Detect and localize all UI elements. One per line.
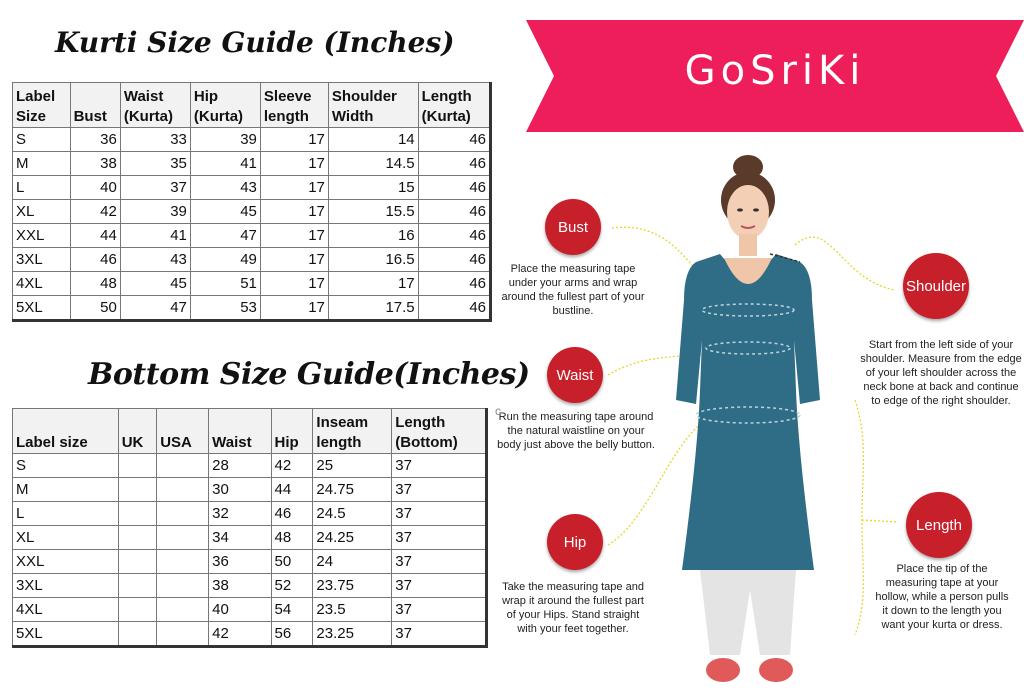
table-cell: 37 bbox=[392, 550, 487, 574]
table-cell: L bbox=[13, 502, 119, 526]
table-cell bbox=[157, 454, 209, 478]
waist-badge: Waist bbox=[547, 347, 603, 403]
kurti-header-text: (Kurta) bbox=[123, 108, 174, 125]
hip-badge: Hip bbox=[547, 514, 603, 570]
face-icon bbox=[727, 185, 769, 239]
table-cell bbox=[157, 574, 209, 598]
table-row bbox=[13, 526, 487, 550]
table-cell: 14.5 bbox=[328, 152, 418, 176]
kurti-header-text: Bust bbox=[73, 108, 107, 125]
table-row bbox=[13, 152, 491, 176]
right-shoe-icon bbox=[759, 658, 793, 682]
table-cell bbox=[118, 550, 157, 574]
table-cell: 43 bbox=[190, 176, 260, 200]
table-cell: 54 bbox=[271, 598, 313, 622]
kurti-table-body bbox=[13, 128, 491, 321]
table-row bbox=[13, 454, 487, 478]
table-cell: 17 bbox=[328, 272, 418, 296]
kurti-header-text: Length bbox=[421, 88, 472, 105]
shoulder-badge: Shoulder bbox=[903, 253, 969, 319]
table-cell: 46 bbox=[418, 128, 490, 152]
table-cell: 46 bbox=[418, 176, 490, 200]
table-cell: 42 bbox=[271, 454, 313, 478]
waist-instructions: Run the measuring tape around the natural waistline on your body just above the belly button. bbox=[497, 411, 655, 451]
table-cell: 16 bbox=[328, 224, 418, 248]
table-cell bbox=[157, 478, 209, 502]
table-cell: 46 bbox=[418, 248, 490, 272]
table-cell: 14 bbox=[328, 128, 418, 152]
table-cell: 15.5 bbox=[328, 200, 418, 224]
table-cell: 28 bbox=[209, 454, 271, 478]
table-cell: 40 bbox=[209, 598, 271, 622]
table-cell: 52 bbox=[271, 574, 313, 598]
bottom-header-cell bbox=[118, 409, 157, 454]
kurti-header-text: Label bbox=[16, 88, 56, 105]
table-cell: 46 bbox=[418, 224, 490, 248]
table-cell: 36 bbox=[209, 550, 271, 574]
stray-mark: c bbox=[495, 404, 501, 418]
table-cell: 5XL bbox=[13, 296, 71, 321]
hip-instructions: Take the measuring tape and wrap it around the fullest part of your Hips. Stand straight with your feet together. bbox=[502, 581, 644, 635]
table-row bbox=[13, 248, 491, 272]
bottom-size-table bbox=[12, 408, 488, 648]
table-cell: 41 bbox=[120, 224, 190, 248]
table-cell: 17 bbox=[260, 128, 328, 152]
table-cell: 17 bbox=[260, 152, 328, 176]
table-cell: 3XL bbox=[13, 248, 71, 272]
table-cell: 46 bbox=[70, 248, 120, 272]
kurti-header-cell bbox=[190, 83, 260, 128]
table-cell: 53 bbox=[190, 296, 260, 321]
table-row bbox=[13, 622, 487, 647]
kurti-header-cell bbox=[70, 83, 120, 128]
bottom-header-cell bbox=[392, 409, 487, 454]
table-cell: 46 bbox=[271, 502, 313, 526]
table-cell: 37 bbox=[392, 526, 487, 550]
table-cell: 34 bbox=[209, 526, 271, 550]
kurti-header-text: Shoulder bbox=[331, 88, 397, 105]
table-cell: 30 bbox=[209, 478, 271, 502]
table-cell: 4XL bbox=[13, 598, 119, 622]
table-cell: 42 bbox=[70, 200, 120, 224]
table-cell: 37 bbox=[392, 454, 487, 478]
kurti-header-text: (Kurta) bbox=[421, 108, 471, 125]
table-cell: 23.5 bbox=[313, 598, 392, 622]
bottom-header-text: Label size bbox=[16, 434, 88, 451]
table-cell: 45 bbox=[190, 200, 260, 224]
table-cell bbox=[118, 622, 157, 647]
bottom-header-cell bbox=[313, 409, 392, 454]
shoulder-instructions: Start from the left side of your shoulder. Measure from the edge of your left shoulder across the neck bone at back and continue to edge of the right shoulder. bbox=[860, 339, 1022, 407]
table-cell: 25 bbox=[313, 454, 392, 478]
table-row bbox=[13, 478, 487, 502]
kurti-header-text: Sleeve bbox=[263, 88, 312, 105]
table-cell: S bbox=[13, 454, 119, 478]
bottom-header-text: Hip bbox=[274, 434, 299, 451]
table-cell: 46 bbox=[418, 272, 490, 296]
table-cell: S bbox=[13, 128, 71, 152]
kurti-header-cell bbox=[328, 83, 418, 128]
kurti-size-table bbox=[12, 82, 492, 322]
table-cell bbox=[157, 526, 209, 550]
table-row bbox=[13, 574, 487, 598]
table-cell: 17 bbox=[260, 248, 328, 272]
table-cell: 51 bbox=[190, 272, 260, 296]
table-cell: XXL bbox=[13, 550, 119, 574]
bottom-header-text: Length bbox=[395, 414, 446, 431]
table-cell bbox=[157, 622, 209, 647]
table-cell: 33 bbox=[120, 128, 190, 152]
table-cell: 47 bbox=[190, 224, 260, 248]
table-cell bbox=[157, 598, 209, 622]
table-cell: L bbox=[13, 176, 71, 200]
kurti-header-text: Size bbox=[16, 108, 47, 125]
table-cell bbox=[118, 574, 157, 598]
table-row bbox=[13, 176, 491, 200]
table-cell: 16.5 bbox=[328, 248, 418, 272]
table-cell: 42 bbox=[209, 622, 271, 647]
table-cell: 5XL bbox=[13, 622, 119, 647]
length-instructions: Place the tip of the measuring tape at your hollow, while a person pulls it down to the length you want your kurta or dress. bbox=[875, 563, 1009, 631]
table-cell: 37 bbox=[392, 598, 487, 622]
table-cell: M bbox=[13, 152, 71, 176]
length-badge: Length bbox=[906, 492, 972, 558]
table-cell: 46 bbox=[418, 200, 490, 224]
table-cell: 24.25 bbox=[313, 526, 392, 550]
table-cell: 3XL bbox=[13, 574, 119, 598]
table-cell: 49 bbox=[190, 248, 260, 272]
table-cell: XXL bbox=[13, 224, 71, 248]
table-cell: 4XL bbox=[13, 272, 71, 296]
bottom-header-text: Waist bbox=[212, 434, 252, 451]
bottom-header-text: Inseam bbox=[316, 414, 369, 431]
table-row bbox=[13, 272, 491, 296]
table-cell: 23.75 bbox=[313, 574, 392, 598]
table-cell: 39 bbox=[190, 128, 260, 152]
table-cell: 17 bbox=[260, 176, 328, 200]
table-cell: 50 bbox=[271, 550, 313, 574]
table-row bbox=[13, 598, 487, 622]
neck-icon bbox=[739, 234, 757, 256]
kurti-header-cell bbox=[13, 83, 71, 128]
kurti-header-text: (Kurta) bbox=[193, 108, 244, 125]
table-cell bbox=[118, 478, 157, 502]
bottom-header-text: UK bbox=[121, 434, 144, 451]
table-cell: 17 bbox=[260, 272, 328, 296]
table-cell: 44 bbox=[70, 224, 120, 248]
table-cell bbox=[118, 526, 157, 550]
table-row bbox=[13, 550, 487, 574]
table-cell bbox=[157, 550, 209, 574]
bottom-header-text: USA bbox=[160, 434, 192, 451]
table-row bbox=[13, 200, 491, 224]
table-cell: 17.5 bbox=[328, 296, 418, 321]
table-cell: 24.5 bbox=[313, 502, 392, 526]
table-cell: 37 bbox=[392, 502, 487, 526]
kurti-header-text: Waist bbox=[123, 88, 164, 105]
kurti-header-text: Width bbox=[331, 108, 374, 125]
table-cell: 47 bbox=[120, 296, 190, 321]
kurti-header-text: Hip bbox=[193, 88, 219, 105]
bottom-size-guide-title: Bottom Size Guide(Inches) bbox=[88, 357, 530, 392]
table-row bbox=[13, 224, 491, 248]
table-cell: 38 bbox=[209, 574, 271, 598]
table-cell: 46 bbox=[418, 152, 490, 176]
table-cell: 45 bbox=[120, 272, 190, 296]
table-cell: 17 bbox=[260, 296, 328, 321]
table-cell: 48 bbox=[70, 272, 120, 296]
table-cell: 46 bbox=[418, 296, 490, 321]
table-cell: 48 bbox=[271, 526, 313, 550]
bust-instructions: Place the measuring tape under your arms and wrap around the fullest part of your bustline. bbox=[501, 263, 645, 317]
bust-badge: Bust bbox=[545, 199, 601, 255]
table-row bbox=[13, 128, 491, 152]
table-cell: 24.75 bbox=[313, 478, 392, 502]
table-cell bbox=[118, 598, 157, 622]
table-cell: 24 bbox=[313, 550, 392, 574]
kurti-table-header bbox=[13, 83, 491, 128]
kurti-header-cell bbox=[120, 83, 190, 128]
table-cell: 17 bbox=[260, 200, 328, 224]
table-cell: 35 bbox=[120, 152, 190, 176]
table-row bbox=[13, 502, 487, 526]
bottom-header-text: (Bottom) bbox=[395, 434, 458, 451]
table-row bbox=[13, 296, 491, 321]
bottom-header-cell bbox=[13, 409, 119, 454]
table-cell: 39 bbox=[120, 200, 190, 224]
table-cell: 23.25 bbox=[313, 622, 392, 647]
bottom-header-cell bbox=[271, 409, 313, 454]
table-cell: 37 bbox=[120, 176, 190, 200]
kurti-header-cell bbox=[260, 83, 328, 128]
table-cell: 40 bbox=[70, 176, 120, 200]
eye-icon bbox=[753, 208, 759, 211]
table-cell: 37 bbox=[392, 478, 487, 502]
table-cell bbox=[118, 454, 157, 478]
table-cell: M bbox=[13, 478, 119, 502]
kurti-size-guide-title: Kurti Size Guide (Inches) bbox=[55, 26, 455, 59]
table-cell: XL bbox=[13, 200, 71, 224]
table-cell: 15 bbox=[328, 176, 418, 200]
table-cell bbox=[118, 502, 157, 526]
kurta-icon bbox=[676, 254, 820, 570]
bottom-table-header bbox=[13, 409, 487, 454]
table-cell: 56 bbox=[271, 622, 313, 647]
bottom-header-text: length bbox=[316, 434, 362, 451]
eye-icon bbox=[737, 208, 743, 211]
left-shoe-icon bbox=[706, 658, 740, 682]
table-cell bbox=[157, 502, 209, 526]
table-cell: 32 bbox=[209, 502, 271, 526]
table-cell: 44 bbox=[271, 478, 313, 502]
table-cell: XL bbox=[13, 526, 119, 550]
brand-logo-text: GoSriKi bbox=[684, 48, 866, 94]
kurti-header-text: length bbox=[263, 108, 309, 125]
table-cell: 37 bbox=[392, 622, 487, 647]
trousers-icon bbox=[700, 570, 796, 655]
table-cell: 36 bbox=[70, 128, 120, 152]
table-cell: 50 bbox=[70, 296, 120, 321]
table-cell: 38 bbox=[70, 152, 120, 176]
kurti-header-cell bbox=[418, 83, 490, 128]
bottom-table-body bbox=[13, 454, 487, 647]
table-cell: 41 bbox=[190, 152, 260, 176]
table-cell: 17 bbox=[260, 224, 328, 248]
table-cell: 43 bbox=[120, 248, 190, 272]
table-cell: 37 bbox=[392, 574, 487, 598]
bottom-header-cell bbox=[209, 409, 271, 454]
bottom-header-cell bbox=[157, 409, 209, 454]
